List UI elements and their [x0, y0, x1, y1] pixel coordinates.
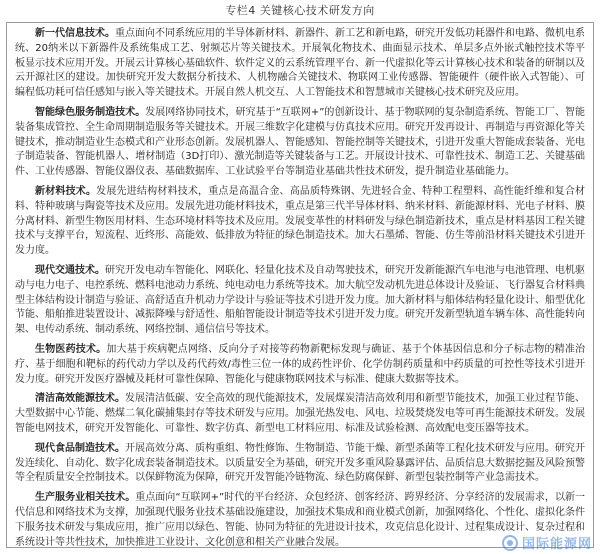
- paragraph-materials: [15, 185, 585, 259]
- paragraph-body: 研究开发电动车智能化、网联化、轻量化技术及自动驾驶技术，研究开发新能源汽车电池与电池管理、电机驱动与电力电子、电控系统、燃料电池动力系统、纯电动电力系统等技术。加大航空发动机先进总体设计及验证、飞行器复合材料典型主体结构设计制造与验证、高舒适直升机动力学设计与验证等技术引进开发力度。加大新材料与船体结构轻量化设计、船型优化节能、船舶推进装置设计、减振降噪与舒适性、船舶智能设计制造等技术引进开发力度。研究开发新型轨道车辆车体、高性能转向架、电传动系统、制动系统、网络控制、通信信号等技术。: [15, 264, 585, 336]
- paragraph-heading: 现代食品制造技术。: [35, 442, 125, 454]
- watermark-logo: [502, 533, 592, 552]
- paragraph-it: [15, 27, 585, 101]
- paragraph-services: [15, 491, 585, 548]
- paragraph-food: [15, 442, 585, 486]
- column-title: 专栏4 关键核心技术研发方向: [225, 4, 375, 17]
- watermark-text: 国际能源网: [521, 537, 592, 552]
- paragraph-heading: 新材料技术。: [35, 185, 97, 197]
- content-box: [6, 22, 594, 548]
- paragraph-biomedicine: [15, 343, 585, 387]
- paragraph-heading: 生产服务业相关技术。: [35, 492, 136, 504]
- paragraph-heading: 现代交通技术。: [35, 264, 105, 276]
- paragraph-heading: 智能绿色服务制造技术。: [35, 106, 146, 118]
- paragraph-heading: 清洁高效能源技术。: [35, 393, 125, 405]
- energy-logo-icon: [502, 535, 518, 551]
- paragraph-manufacturing: [15, 106, 585, 180]
- paragraph-body: 发展先进结构材料技术，重点是高温合金、高品质特殊钢、先进轻合金、特种工程塑料、高性能纤维和复合材料、特种玻璃与陶瓷等技术及应用。发展先进功能材料技术，重点是第三代半导体材料、纳米材料、新能源材料、光电子材料、膜分离材料、新型生物医用材料、生态环境材料等技术及应用。发展变革性的材料研发与绿色制造新技术，重点是材料基因工程关键技术与支撑平台，短流程、近终形、高能效、低排放为特征的绿色制造技术。加大石墨烯、智能、仿生等前沿材料关键技术引进开发力度。: [15, 185, 586, 257]
- paragraph-energy: [15, 392, 585, 436]
- column-panel: [6, 4, 594, 550]
- paragraph-body: 发展网络协同技术，研究基于“互联网+”的创新设计、基于物联网的复杂制造系统、智能工厂、智能装备集成管控、全生命周期制造服务等关键技术。开展三维数字化建模与仿真技术应用。研究开发再设计、再制造与再资源化等关键技术，推动制造业生态模式和产业形态创新。发展机器人、智能感知、智能控制等关键技术，引进开发重大智能成套装备、光电子制造装备、智能机器人、增材制造（3D打印）、激光制造等关键装备与工艺。开展设计技术、可靠性技术、制造工艺、关键基础件、工业传感器、智能仪器仪表、基础数据库、工业试验平台等制造业基础共性技术研发，提升制造业基础能力。: [15, 106, 586, 178]
- paragraph-transport: [15, 264, 585, 338]
- paragraph-body: 加大基于疾病靶点网络、反向分子对接等药物新靶标发现与确证、基于个体基因信息和分子标志物的精准治疗、基于细胞和靶标的药代动力学以及药代药效/毒性三位一体的成药性评价、化学仿制药质量和中药质量的可控性等技术引进开发力度。研究开发医疗器械及耗材可靠性保障、智能化与健康物联网技术与标准、健康大数据等技术。: [15, 343, 586, 385]
- paragraph-body: 重点面向“互联网+”时代的平台经济、众包经济、创客经济、跨界经济、分享经济的发展需求，以新一代信息和网络技术为支撑，加强现代服务业技术基础设施建设，加强技术集成和商业模式创新，加强网络化、个性化、虚拟化条件下服务技术研发与集成应用，推广应用以绿色、智能、协同为特征的先进设计技术，攻克信息化设计、过程集成设计、复杂过程和系统设计等共性技术，加快推进工业设计、文化创意和相关产业融合发展。: [15, 492, 585, 548]
- paragraph-body: 开展高效分离、质构重组、物性修饰、生物制造、节能干燥、新型杀菌等工程化技术研发与应用。研究开发连续化、自动化、数字化成套装备制造技术。以质量安全为基础，研究开发多重风险暴露评估、品质信息大数据挖掘及风险预警等全程质量安全控制技术。以保鲜物流为保障，研究开发智能冷链物流、绿色防腐保鲜、新型包装控制等产业急需技术。: [15, 442, 585, 484]
- paragraph-body: 重点面向不同系统应用的半导体新材料、新器件、新工艺和新电路，研究开发低功耗器件和电路、微机电系统、20纳米以下新器件及系统集成工艺、射频芯片等关键技术。开展氧化物技术、曲面显示技术、单层多点外嵌式触控技术等平板显示技术应用开发。开展云计算核心基础软件、软件定义的云系统管理平台、新一代虚拟化等云计算核心技术和装备的研制以及云开源社区的建设。加快研究开发大数据分析技术、人机物融合关键技术、物联网工业传感器、智能硬件（硬件嵌入式智能）、可编程低功耗可信任感知与嵌入等关键技术。开展自然人机交互、人工智能技术和智慧城市关键核心技术研究及应用。: [15, 28, 585, 99]
- paragraph-heading: 生物医药技术。: [35, 343, 107, 355]
- paragraph-heading: 新一代信息技术。: [35, 28, 115, 39]
- paragraph-body: 发展清洁低碳、安全高效的现代能源技术，发展煤炭清洁高效利用和新型节能技术，加强工业过程节能、大型数据中心节能、燃煤二氧化碳捕集封存等技术研发与应用。加强光热发电、风电、垃圾焚烧发电等可再生能源技术研发。发展智能电网技术，研究开发智能化、可靠性、数字仿真、新型电工材料应用、标准及试验检测、高效配电变压器等技术。: [15, 393, 585, 434]
